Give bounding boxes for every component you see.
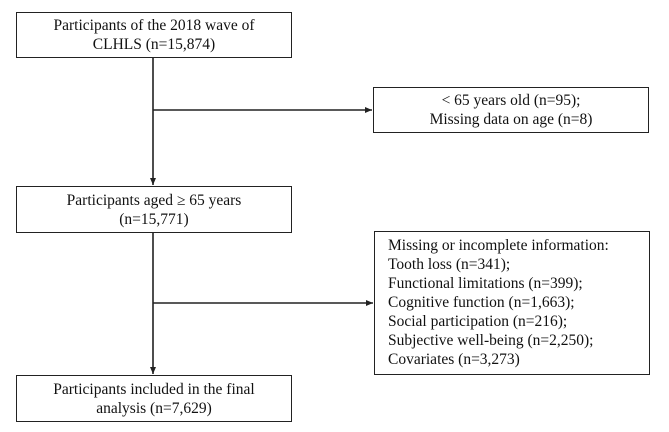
- box-text-line: Cognitive function (n=1,663);: [388, 294, 575, 311]
- box-text-line: Participants aged ≥ 65 years: [66, 191, 242, 209]
- box-text-line: Tooth loss (n=341);: [388, 256, 511, 273]
- box-initial-participants: [16, 12, 292, 58]
- box-exclusion-missing-info: [374, 231, 650, 375]
- box-participants-aged-65: [16, 186, 292, 233]
- box-text-line: CLHLS (n=15,874): [92, 36, 216, 53]
- box-text-line: analysis (n=7,629): [96, 399, 212, 417]
- box-exclusion-age: [373, 87, 649, 133]
- box-text-line: Subjective well-being (n=2,250);: [388, 332, 594, 349]
- box-text-line: Missing data on age (n=8): [429, 111, 593, 128]
- box-text-line: Participants of the 2018 wave of: [53, 17, 255, 34]
- box-text-line: Social participation (n=216);: [388, 313, 568, 330]
- box-final-analysis: [16, 375, 292, 422]
- box-text-line: (n=15,771): [119, 210, 189, 228]
- box-text-line: < 65 years old (n=95);: [441, 92, 581, 109]
- box-text-line: Participants included in the final: [53, 380, 255, 398]
- box-text-line: Missing or incomplete information:: [388, 237, 609, 254]
- box-text-line: Covariates (n=3,273): [388, 351, 520, 368]
- box-text-line: Functional limitations (n=399);: [388, 275, 583, 292]
